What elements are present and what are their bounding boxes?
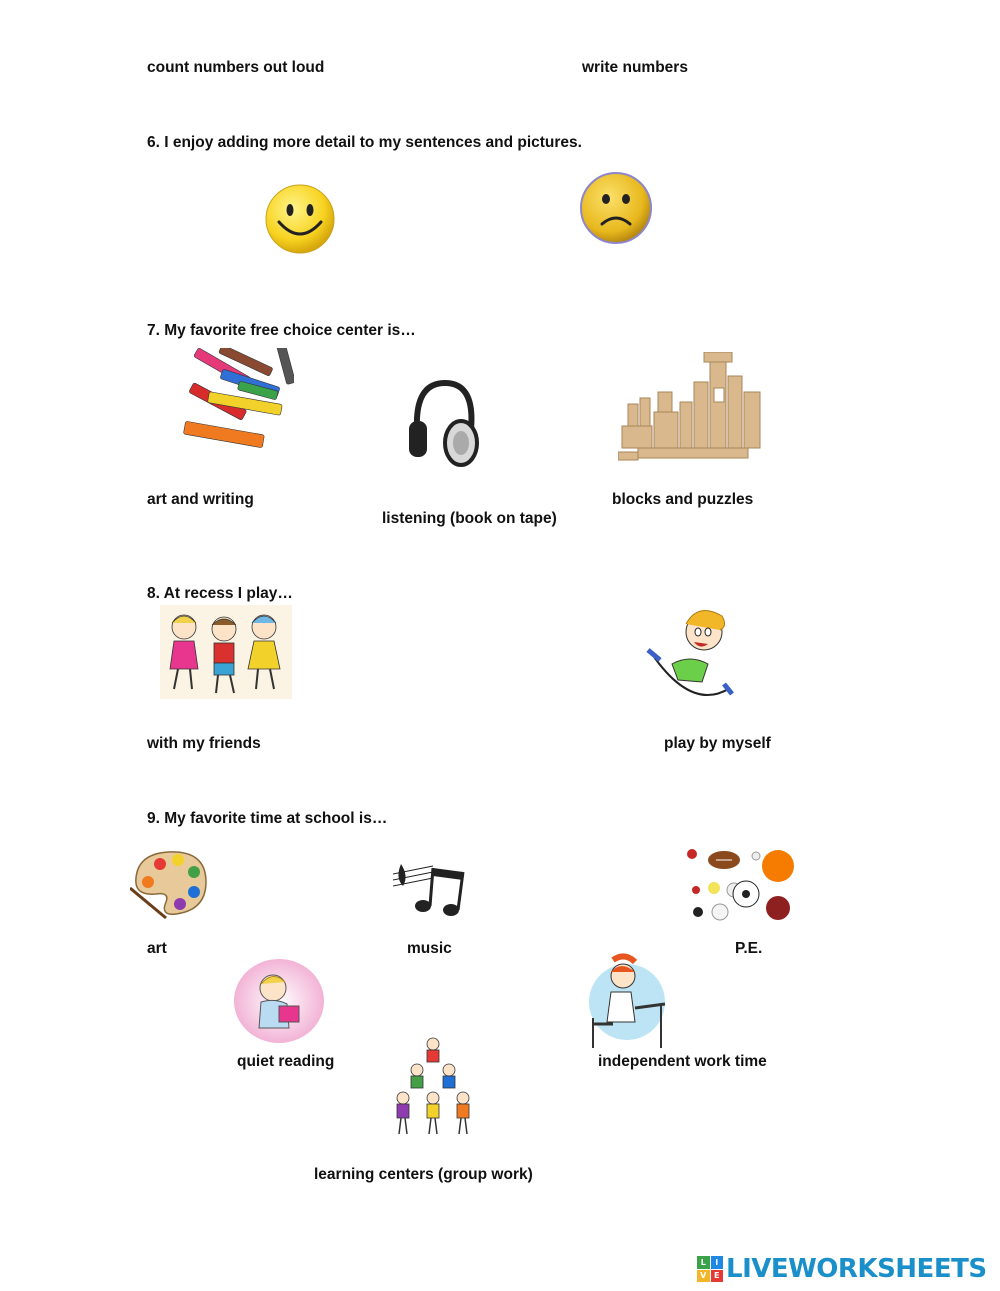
q7-option-art-writing[interactable]: art and writing bbox=[147, 491, 254, 508]
happy-face-icon[interactable] bbox=[263, 182, 337, 256]
q7-option-listening[interactable]: listening (book on tape) bbox=[382, 510, 557, 527]
logo-badge-icon: L I V E bbox=[697, 1256, 723, 1282]
music-notes-icon[interactable] bbox=[393, 856, 469, 918]
kids-pyramid-icon[interactable] bbox=[391, 1036, 477, 1138]
crayons-icon[interactable] bbox=[178, 348, 294, 464]
q5-option-count-aloud[interactable]: count numbers out loud bbox=[147, 59, 325, 76]
q9-option-pe[interactable]: P.E. bbox=[735, 940, 763, 957]
q9-question: 9. My favorite time at school is… bbox=[147, 810, 388, 827]
q9-option-independent-work[interactable]: independent work time bbox=[598, 1053, 767, 1070]
jump-rope-kid-icon[interactable] bbox=[642, 602, 736, 698]
kids-playing-icon[interactable] bbox=[160, 605, 292, 699]
q8-option-with-friends[interactable]: with my friends bbox=[147, 735, 261, 752]
q9-option-art[interactable]: art bbox=[147, 940, 167, 957]
q5-option-write-numbers[interactable]: write numbers bbox=[582, 59, 688, 76]
student-desk-icon[interactable] bbox=[585, 952, 667, 1052]
q9-option-music[interactable]: music bbox=[407, 940, 452, 957]
logo-text: LIVEWORKSHEETS bbox=[726, 1254, 987, 1284]
reading-child-icon[interactable] bbox=[233, 958, 325, 1044]
paint-palette-icon[interactable] bbox=[130, 848, 210, 920]
q9-option-quiet-reading[interactable]: quiet reading bbox=[237, 1053, 335, 1070]
wooden-blocks-icon[interactable] bbox=[618, 352, 766, 464]
q9-option-learning-centers[interactable]: learning centers (group work) bbox=[314, 1166, 533, 1183]
q7-option-blocks-puzzles[interactable]: blocks and puzzles bbox=[612, 491, 754, 508]
q8-option-by-myself[interactable]: play by myself bbox=[664, 735, 771, 752]
liveworksheets-logo bbox=[697, 1254, 987, 1284]
q7-question: 7. My favorite free choice center is… bbox=[147, 322, 416, 339]
headphones-icon[interactable] bbox=[405, 377, 483, 473]
sad-face-icon[interactable] bbox=[578, 170, 654, 246]
sports-balls-icon[interactable] bbox=[686, 846, 798, 924]
q8-question: 8. At recess I play… bbox=[147, 585, 293, 602]
q6-question: 6. I enjoy adding more detail to my sentences and pictures. bbox=[147, 134, 582, 151]
